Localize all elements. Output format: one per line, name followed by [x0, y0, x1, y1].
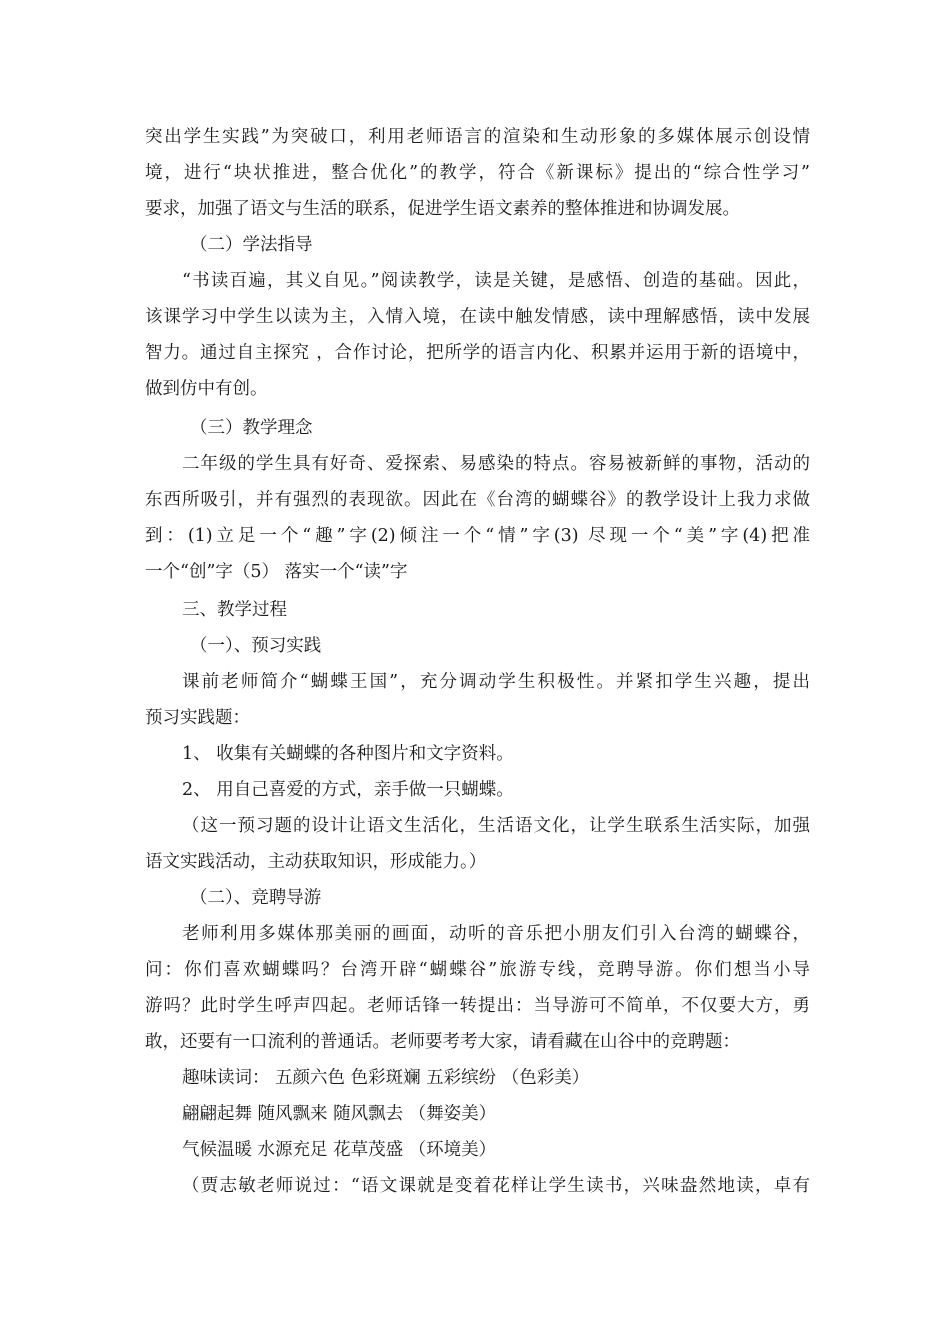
- paragraph-line: “书读百遍，其义自见。”阅读教学，读是关键，是感悟、创造的基础。因此，: [182, 271, 810, 291]
- paragraph-line: 敢，还要有一口流利的普通话。老师要考考大家，请看藏在山谷中的竞聘题：: [145, 1032, 740, 1052]
- word-group-line: 翩翩起舞 随风飘来 随风飘去 （舞姿美）: [182, 1104, 497, 1124]
- list-item: 1、 收集有关蝴蝶的各种图片和文字资料。: [182, 744, 514, 764]
- paragraph-line: 游吗？此时学生呼声四起。老师话锋一转提出：当导游可不简单，不仅要大方，勇: [145, 996, 810, 1016]
- section-heading: （一）、预习实践: [190, 636, 322, 656]
- paragraph-line: （这一预习题的设计让语文生活化，生活语文化，让学生联系生活实际，加强: [182, 816, 810, 836]
- paragraph-line: 该课学习中学生以读为主，入情入境，在读中触发情感，读中理解感悟，读中发展: [145, 307, 810, 327]
- paragraph-line: 语文实践活动，主动获取知识，形成能力。）: [145, 852, 487, 872]
- section-heading: （三）教学理念: [190, 418, 313, 438]
- section-heading: 三、教学过程: [182, 600, 287, 620]
- paragraph-line: （贾志敏老师说过：“语文课就是变着花样让学生读书，兴味盎然地读，卓有: [182, 1176, 810, 1196]
- list-item: 2、 用自己喜爱的方式，亲手做一只蝴蝶。: [182, 780, 514, 800]
- paragraph-line: 问：你们喜欢蝴蝶吗？台湾开辟“蝴蝶谷”旅游专线，竞聘导游。你们想当小导: [145, 960, 810, 980]
- paragraph-line: 突出学生实践”为突破口，利用老师语言的渲染和生动形象的多媒体展示创设情: [145, 127, 810, 147]
- paragraph-line: 到：(1)立足一个“趣”字(2)倾注一个“情”字(3) 尽现一个“美”字(4)把准: [145, 526, 810, 546]
- paragraph-line: 东西所吸引，并有强烈的表现欲。因此在《台湾的蝴蝶谷》的教学设计上我力求做: [145, 490, 810, 510]
- paragraph-line: 智力。通过自主探究 ，合作讨论，把所学的语言内化、积累并运用于新的语境中，: [145, 343, 810, 363]
- section-heading: （二）、竞聘导游: [190, 888, 322, 908]
- section-heading: （二）学法指导: [190, 235, 313, 255]
- paragraph-line: 老师利用多媒体那美丽的画面，动听的音乐把小朋友们引入台湾的蝴蝶谷，: [182, 924, 810, 944]
- word-group-line: 气候温暖 水源充足 花草茂盛 （环境美）: [182, 1140, 497, 1160]
- paragraph-line: 预习实践题：: [145, 708, 250, 728]
- paragraph-line: 境，进行“块状推进，整合优化”的教学，符合《新课标》提出的“综合性学习”: [145, 163, 810, 183]
- paragraph-line: 课前老师简介“蝴蝶王国”，充分调动学生积极性。并紧扣学生兴趣，提出: [182, 672, 810, 692]
- word-group-line: 趣味读词： 五颜六色 色彩斑斓 五彩缤纷 （色彩美）: [182, 1068, 590, 1088]
- paragraph-line: 一个“创”字（5） 落实一个“读”字: [145, 562, 408, 582]
- paragraph-line: 要求，加强了语文与生活的联系，促进学生语文素养的整体推进和协调发展。: [145, 199, 740, 219]
- paragraph-line: 做到仿中有创。: [145, 379, 268, 399]
- paragraph-line: 二年级的学生具有好奇、爱探索、易感染的特点。容易被新鲜的事物，活动的: [182, 454, 810, 474]
